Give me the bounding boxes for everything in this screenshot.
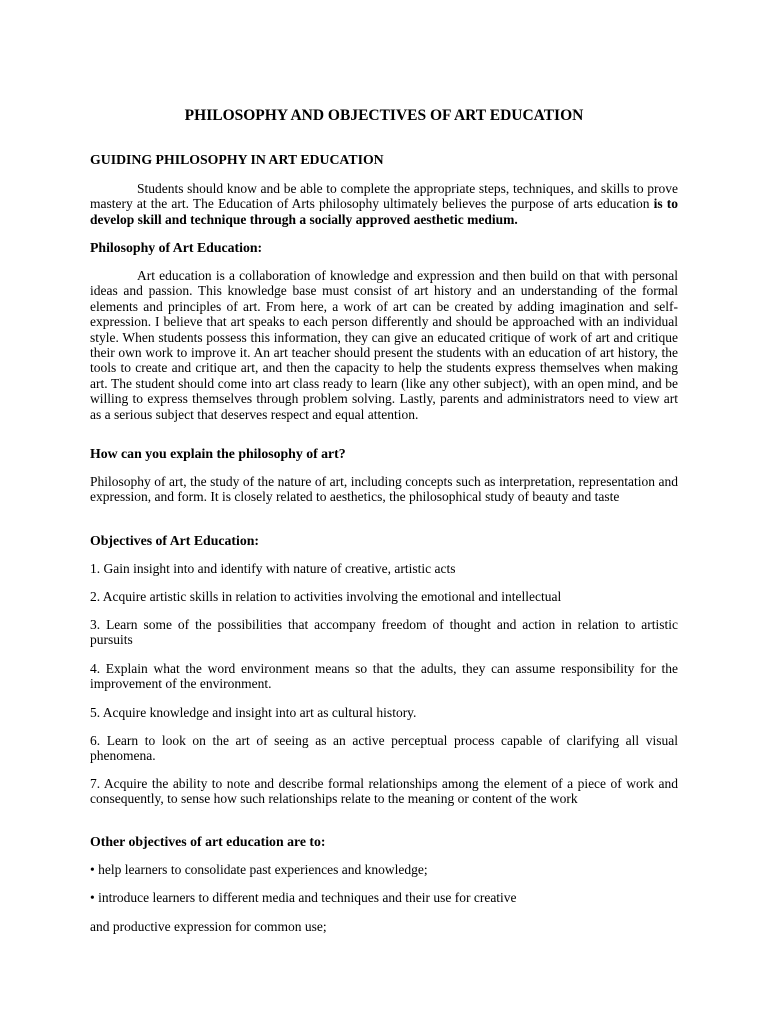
objective-item-5: 5. Acquire knowledge and insight into art as cultural history. bbox=[90, 705, 417, 720]
guiding-paragraph-text: Students should know and be able to complete the appropriate steps, techniques, and skills to prove mastery at the art. The Education of Arts philosophy ultimately believes the purpose of arts education bbox=[90, 181, 678, 212]
other-objective-item-1: • help learners to consolidate past experiences and knowledge; bbox=[90, 862, 428, 877]
document-title: PHILOSOPHY AND OBJECTIVES OF ART EDUCATION bbox=[184, 107, 584, 124]
objective-item-2: 2. Acquire artistic skills in relation to activities involving the emotional and intellectual bbox=[90, 589, 562, 604]
guiding-philosophy-paragraph bbox=[90, 181, 678, 227]
objective-item-7: 7. Acquire the ability to note and describe formal relationships among the element of a piece of work and consequently, to sense how such relationships relate to the meaning or content of the work bbox=[90, 776, 678, 807]
objectives-heading: Objectives of Art Education: bbox=[90, 533, 259, 548]
philosophy-question-heading: How can you explain the philosophy of art? bbox=[90, 446, 346, 461]
philosophy-paragraph: Art education is a collaboration of knowledge and expression and then build on that with personal ideas and passion. This knowledge base must consist of art history and an understanding of the formal elements and principles of art. From here, a work of art can be created by adding imagination and self-expression. I believe that art speaks to each person differently and should be approached with an individual style. When students possess this information, they can give an educated critique of work of art and critique their own work to improve it. An art teacher should present the students with an education of art history, the tools to create and critique art, and then the capacity to help the students express themselves when making art. The student should come into art class ready to learn (like any other subject), with an open mind, and be willing to express themselves through problem solving. Lastly, parents and administrators need to view art as a serious subject that deserves respect and equal attention. bbox=[90, 268, 678, 422]
guiding-paragraph-bold-text: is to develop skill and technique through a socially approved aesthetic medium. bbox=[90, 196, 679, 227]
objective-item-4: 4. Explain what the word environment means so that the adults, they can assume responsibility for the improvement of the environment. bbox=[90, 661, 678, 692]
guiding-philosophy-heading: GUIDING PHILOSOPHY IN ART EDUCATION bbox=[90, 152, 384, 167]
objective-item-6: 6. Learn to look on the art of seeing as an active perceptual process capable of clarifying all visual phenomena. bbox=[90, 733, 678, 764]
objective-item-3: 3. Learn some of the possibilities that accompany freedom of thought and action in relation to artistic pursuits bbox=[90, 617, 678, 648]
philosophy-answer-paragraph: Philosophy of art, the study of the nature of art, including concepts such as interpretation, representation and expression, and form. It is closely related to aesthetics, the philosophical study of beauty and taste bbox=[90, 474, 678, 505]
objective-item-1: 1. Gain insight into and identify with nature of creative, artistic acts bbox=[90, 561, 456, 576]
other-objectives-heading: Other objectives of art education are to: bbox=[90, 834, 326, 849]
other-objective-item-2-continued: and productive expression for common use; bbox=[90, 919, 327, 934]
other-objective-item-2: • introduce learners to different media and techniques and their use for creative bbox=[90, 890, 517, 905]
philosophy-of-art-education-heading: Philosophy of Art Education: bbox=[90, 240, 263, 255]
